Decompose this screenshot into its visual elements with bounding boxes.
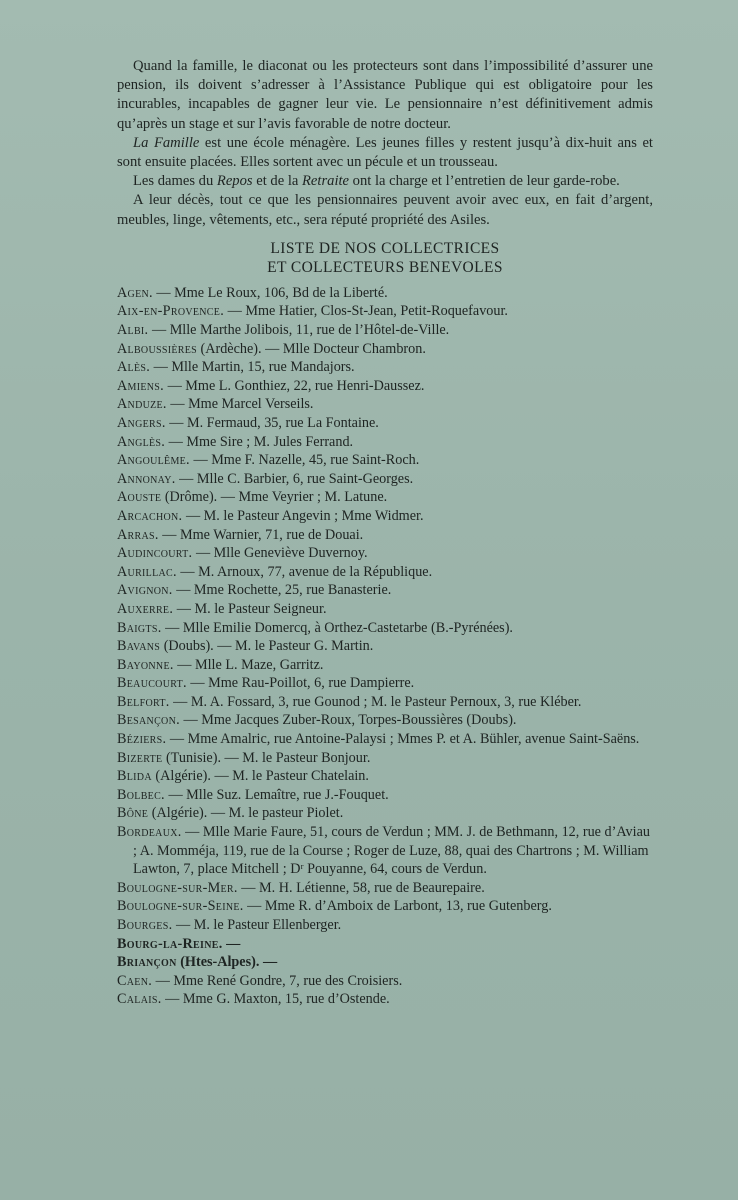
intro-paragraph xyxy=(117,172,653,191)
city-name: Alès. xyxy=(117,359,151,376)
list-item xyxy=(117,544,653,563)
collector-details: — Mme Marcel Verseils. xyxy=(166,396,314,413)
list-item xyxy=(117,693,653,712)
list-item xyxy=(117,433,653,452)
list-item xyxy=(117,470,653,489)
collector-details: — Mme Warnier, 71, rue de Douai. xyxy=(158,526,364,543)
paragraph-text: est une école ménagère. Les jeunes filles y restent jusqu’à dix-huit ans et sont ensuite placées. Elles sortent avec un pécule et un trousseau. xyxy=(117,134,653,171)
collector-details: — Mlle Emilie Domercq, à Orthez-Castetarbe (B.-Pyrénées). xyxy=(161,619,513,636)
collector-details: (Ardèche). — Mlle Docteur Chambron. xyxy=(196,340,426,357)
list-item xyxy=(117,377,653,396)
collector-details: — M. le Pasteur Seigneur. xyxy=(173,600,327,617)
city-name: Bolbec. xyxy=(117,786,165,803)
intro-paragraph xyxy=(117,134,653,172)
paragraph-text: ont la charge et l’entretien de leur garde-robe. xyxy=(349,173,620,190)
city-name: Auxerre. xyxy=(117,600,174,617)
list-item xyxy=(117,823,653,879)
city-name: Audincourt. xyxy=(117,545,193,562)
list-item xyxy=(117,767,653,786)
city-name: Arras. xyxy=(117,526,159,543)
collectors-list xyxy=(117,284,653,1009)
list-item xyxy=(117,340,653,359)
collector-details: — xyxy=(222,935,241,952)
city-name: Annonay. xyxy=(117,470,176,487)
list-item xyxy=(117,749,653,768)
collector-details: — Mlle Martin, 15, rue Mandajors. xyxy=(150,359,355,376)
emphasis-text: Repos xyxy=(216,173,253,190)
city-name: Beaucourt. xyxy=(117,675,187,692)
collector-details: — M. le Pasteur Angevin ; Mme Widmer. xyxy=(182,507,424,524)
list-item xyxy=(117,804,653,823)
list-title-line-1: LISTE DE NOS COLLECTRICES xyxy=(270,239,500,257)
collector-details: — Mlle C. Barbier, 6, rue Saint-Georges. xyxy=(175,470,414,487)
list-item xyxy=(117,916,653,935)
collector-details: — Mme R. d’Amboix de Larbont, 13, rue Gutenberg. xyxy=(243,898,552,915)
collector-details: (Algérie). — M. le Pasteur Chatelain. xyxy=(151,768,369,785)
collector-details: — Mme G. Maxton, 15, rue d’Ostende. xyxy=(161,991,390,1008)
collector-details: — M. Arnoux, 77, avenue de la République. xyxy=(176,563,433,580)
list-item xyxy=(117,619,653,638)
list-item xyxy=(117,935,653,954)
collector-details: — Mme Rau-Poillot, 6, rue Dampierre. xyxy=(186,675,415,692)
city-name: Bourges. xyxy=(117,917,173,934)
list-item xyxy=(117,879,653,898)
collector-details: — Mme René Gondre, 7, rue des Croisiers. xyxy=(152,972,403,989)
list-item xyxy=(117,302,653,321)
city-name: Baigts. xyxy=(117,619,162,636)
city-name: Boulogne-sur-Seine. xyxy=(117,898,244,915)
city-name: Bordeaux. xyxy=(117,824,182,841)
city-name: Bavans xyxy=(117,638,161,655)
paragraph-text: Les dames du xyxy=(133,173,217,190)
collector-details: (Algérie). — M. le pasteur Piolet. xyxy=(148,805,344,822)
collector-details: — Mme Hatier, Clos-St-Jean, Petit-Roquefavour. xyxy=(224,303,508,320)
list-item xyxy=(117,488,653,507)
city-name: Bône xyxy=(117,805,149,822)
collector-details: (Tunisie). — M. le Pasteur Bonjour. xyxy=(162,749,371,766)
page-content xyxy=(117,57,653,1009)
collector-details: — M. le Pasteur Ellenberger. xyxy=(172,917,342,934)
list-item xyxy=(117,786,653,805)
city-name: Anglès. xyxy=(117,433,166,450)
city-name: Agen. xyxy=(117,284,153,301)
city-name: Alboussières xyxy=(117,340,197,357)
list-item xyxy=(117,972,653,991)
city-name: Amiens. xyxy=(117,377,165,394)
city-name: Angoulême. xyxy=(117,452,190,469)
city-name: Briançon xyxy=(117,954,177,971)
collector-details: — Mlle L. Maze, Garritz. xyxy=(173,656,324,673)
collector-details: (Doubs). — M. le Pasteur G. Martin. xyxy=(160,638,374,655)
emphasis-text: Retraite xyxy=(302,173,350,190)
list-item xyxy=(117,526,653,545)
city-name: Belfort. xyxy=(117,693,170,710)
paragraph-text: A leur décès, tout ce que les pensionnaires peuvent avoir avec eux, en fait d’argent, meubles, linge, vêtements, etc., sera réputé propriété des Asiles. xyxy=(117,192,653,228)
collector-details: — Mme Amalric, rue Antoine-Palaysi ; Mmes P. et A. Bühler, avenue Saint-Saëns. xyxy=(166,731,640,748)
list-title xyxy=(117,239,653,278)
collector-details: — Mlle Marthe Jolibois, 11, rue de l’Hôtel-de-Ville. xyxy=(148,322,450,339)
collector-details: — Mlle Suz. Lemaître, rue J.-Fouquet. xyxy=(164,786,389,803)
list-item xyxy=(117,414,653,433)
intro-paragraphs xyxy=(117,57,653,230)
city-name: Avignon. xyxy=(117,582,173,599)
collector-details: — M. Fermaud, 35, rue La Fontaine. xyxy=(165,414,379,431)
collector-details: (Drôme). — Mme Veyrier ; M. Latune. xyxy=(161,489,388,506)
list-item xyxy=(117,451,653,470)
city-name: Blida xyxy=(117,768,152,785)
list-item xyxy=(117,730,653,749)
list-item xyxy=(117,395,653,414)
collector-details: — Mme Jacques Zuber-Roux, Torpes-Boussières (Doubs). xyxy=(179,712,517,729)
list-item xyxy=(117,674,653,693)
collector-details: — Mme F. Nazelle, 45, rue Saint-Roch. xyxy=(189,452,420,469)
collector-details: — M. A. Fossard, 3, rue Gounod ; M. le Pasteur Pernoux, 3, rue Kléber. xyxy=(169,693,582,710)
list-item xyxy=(117,563,653,582)
list-item xyxy=(117,321,653,340)
collector-details: — Mme Le Roux, 106, Bd de la Liberté. xyxy=(152,284,388,301)
collector-details: — M. H. Létienne, 58, rue de Beaurepaire. xyxy=(237,879,485,896)
list-item xyxy=(117,711,653,730)
list-item xyxy=(117,507,653,526)
collector-details: — Mme Sire ; M. Jules Ferrand. xyxy=(165,433,354,450)
collector-details: — Mme Rochette, 25, rue Banasterie. xyxy=(172,582,392,599)
city-name: Besançon. xyxy=(117,712,180,729)
list-item xyxy=(117,284,653,303)
list-item xyxy=(117,897,653,916)
city-name: Angers. xyxy=(117,414,166,431)
city-name: Anduze. xyxy=(117,396,167,413)
list-item xyxy=(117,581,653,600)
city-name: Bourg-la-Reine. xyxy=(117,935,223,952)
intro-paragraph xyxy=(117,191,653,229)
list-item xyxy=(117,358,653,377)
emphasis-text: La Famille xyxy=(133,134,200,151)
list-item xyxy=(117,990,653,1009)
collector-details: — Mlle Geneviève Duvernoy. xyxy=(192,545,368,562)
city-name: Béziers. xyxy=(117,731,167,748)
city-name: Arcachon. xyxy=(117,507,183,524)
city-name: Bizerte xyxy=(117,749,163,766)
city-name: Aurillac. xyxy=(117,563,177,580)
paragraph-text: Quand la famille, le diaconat ou les protecteurs sont dans l’impossibilité d’assurer une pension, ils doivent s’adresser à l’Assistance Publique qui est obligatoire pour les incurables, incapables de gagner leur vie. Le pensionnaire n’est définitivement admis qu’après un stage et sur l’avis favorable de notre docteur. xyxy=(117,58,653,132)
collector-details: — Mlle Marie Faure, 51, cours de Verdun ; MM. J. de Bethmann, 12, rue d’Aviau ; A. Momméja, 119, rue de la Course ; Roger de Luze, 88, quai des Chartrons ; M. William Lawton, 7, place Mitchell ; Dʳ Pouyanne, 64, cours de Verdun. xyxy=(133,824,650,878)
city-name: Albi. xyxy=(117,322,149,339)
list-item xyxy=(117,953,653,972)
list-item xyxy=(117,600,653,619)
city-name: Aouste xyxy=(117,489,162,506)
city-name: Calais. xyxy=(117,991,162,1008)
list-item xyxy=(117,656,653,675)
paragraph-text: et de la xyxy=(252,173,303,190)
list-title-line-2: ET COLLECTEURS BENEVOLES xyxy=(267,259,503,277)
city-name: Boulogne-sur-Mer. xyxy=(117,879,238,896)
list-item xyxy=(117,637,653,656)
collector-details: — Mme L. Gonthiez, 22, rue Henri-Daussez. xyxy=(164,377,425,394)
city-name: Caen. xyxy=(117,972,153,989)
city-name: Aix-en-Provence. xyxy=(117,303,225,320)
collector-details: (Htes-Alpes). — xyxy=(176,954,278,971)
city-name: Bayonne. xyxy=(117,656,174,673)
intro-paragraph xyxy=(117,57,653,134)
